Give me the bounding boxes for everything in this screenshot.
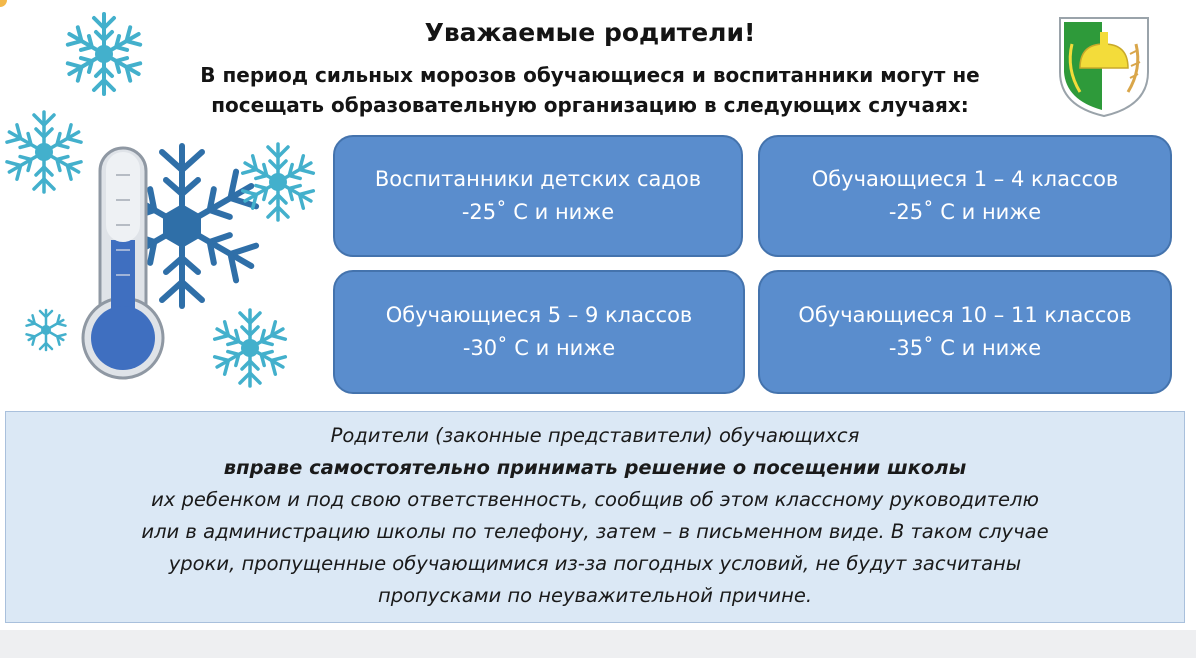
- subtitle-line: посещать образовательную организацию в следующих случаях:: [211, 93, 969, 117]
- snowflake-icon: [64, 14, 143, 94]
- card-grades-10-11: [758, 270, 1172, 394]
- card-group-label: Обучающиеся 10 – 11 классов: [798, 303, 1132, 327]
- snowflake-icon: [212, 310, 288, 386]
- card-kindergarten: [333, 135, 743, 257]
- notice-line: пропусками по неуважительной причине.: [377, 584, 813, 607]
- snowflake-icon: [26, 310, 67, 350]
- card-grades-1-4: [758, 135, 1172, 257]
- snowflake-icon: [4, 112, 83, 192]
- coat-of-arms-emblem: [1056, 14, 1152, 118]
- page-title: Уважаемые родители!: [424, 18, 756, 47]
- subtitle-line: В период сильных морозов обучающиеся и воспитанники могут не: [200, 63, 980, 87]
- snowflake-icon: [240, 144, 316, 220]
- notice-line-bold: вправе самостоятельно принимать решение о посещении школы: [223, 456, 967, 479]
- card-group-label: Обучающиеся 1 – 4 классов: [811, 167, 1119, 191]
- page-subtitle: [145, 60, 1035, 120]
- notice-line: уроки, пропущенные обучающимися из-за погодных условий, не будут засчитаны: [168, 552, 1022, 575]
- parents-notice: [5, 411, 1185, 623]
- notice-line: их ребенком и под свою ответственность, сообщив об этом классному руководителю: [151, 488, 1039, 511]
- notice-line: Родители (законные представители) обучающихся: [330, 424, 860, 447]
- card-group-label: Воспитанники детских садов: [374, 167, 702, 191]
- bottom-strip: [0, 630, 1196, 658]
- notice-line: или в администрацию школы по телефону, затем – в письменном виде. В таком случае: [141, 520, 1049, 543]
- card-temperature: -35˚ С и ниже: [888, 336, 1042, 360]
- card-grades-5-9: [333, 270, 745, 394]
- card-temperature: -30˚ С и ниже: [462, 336, 616, 360]
- card-temperature: -25˚ С и ниже: [461, 200, 615, 224]
- card-temperature: -25˚ С и ниже: [888, 200, 1042, 224]
- card-group-label: Обучающиеся 5 – 9 классов: [385, 303, 693, 327]
